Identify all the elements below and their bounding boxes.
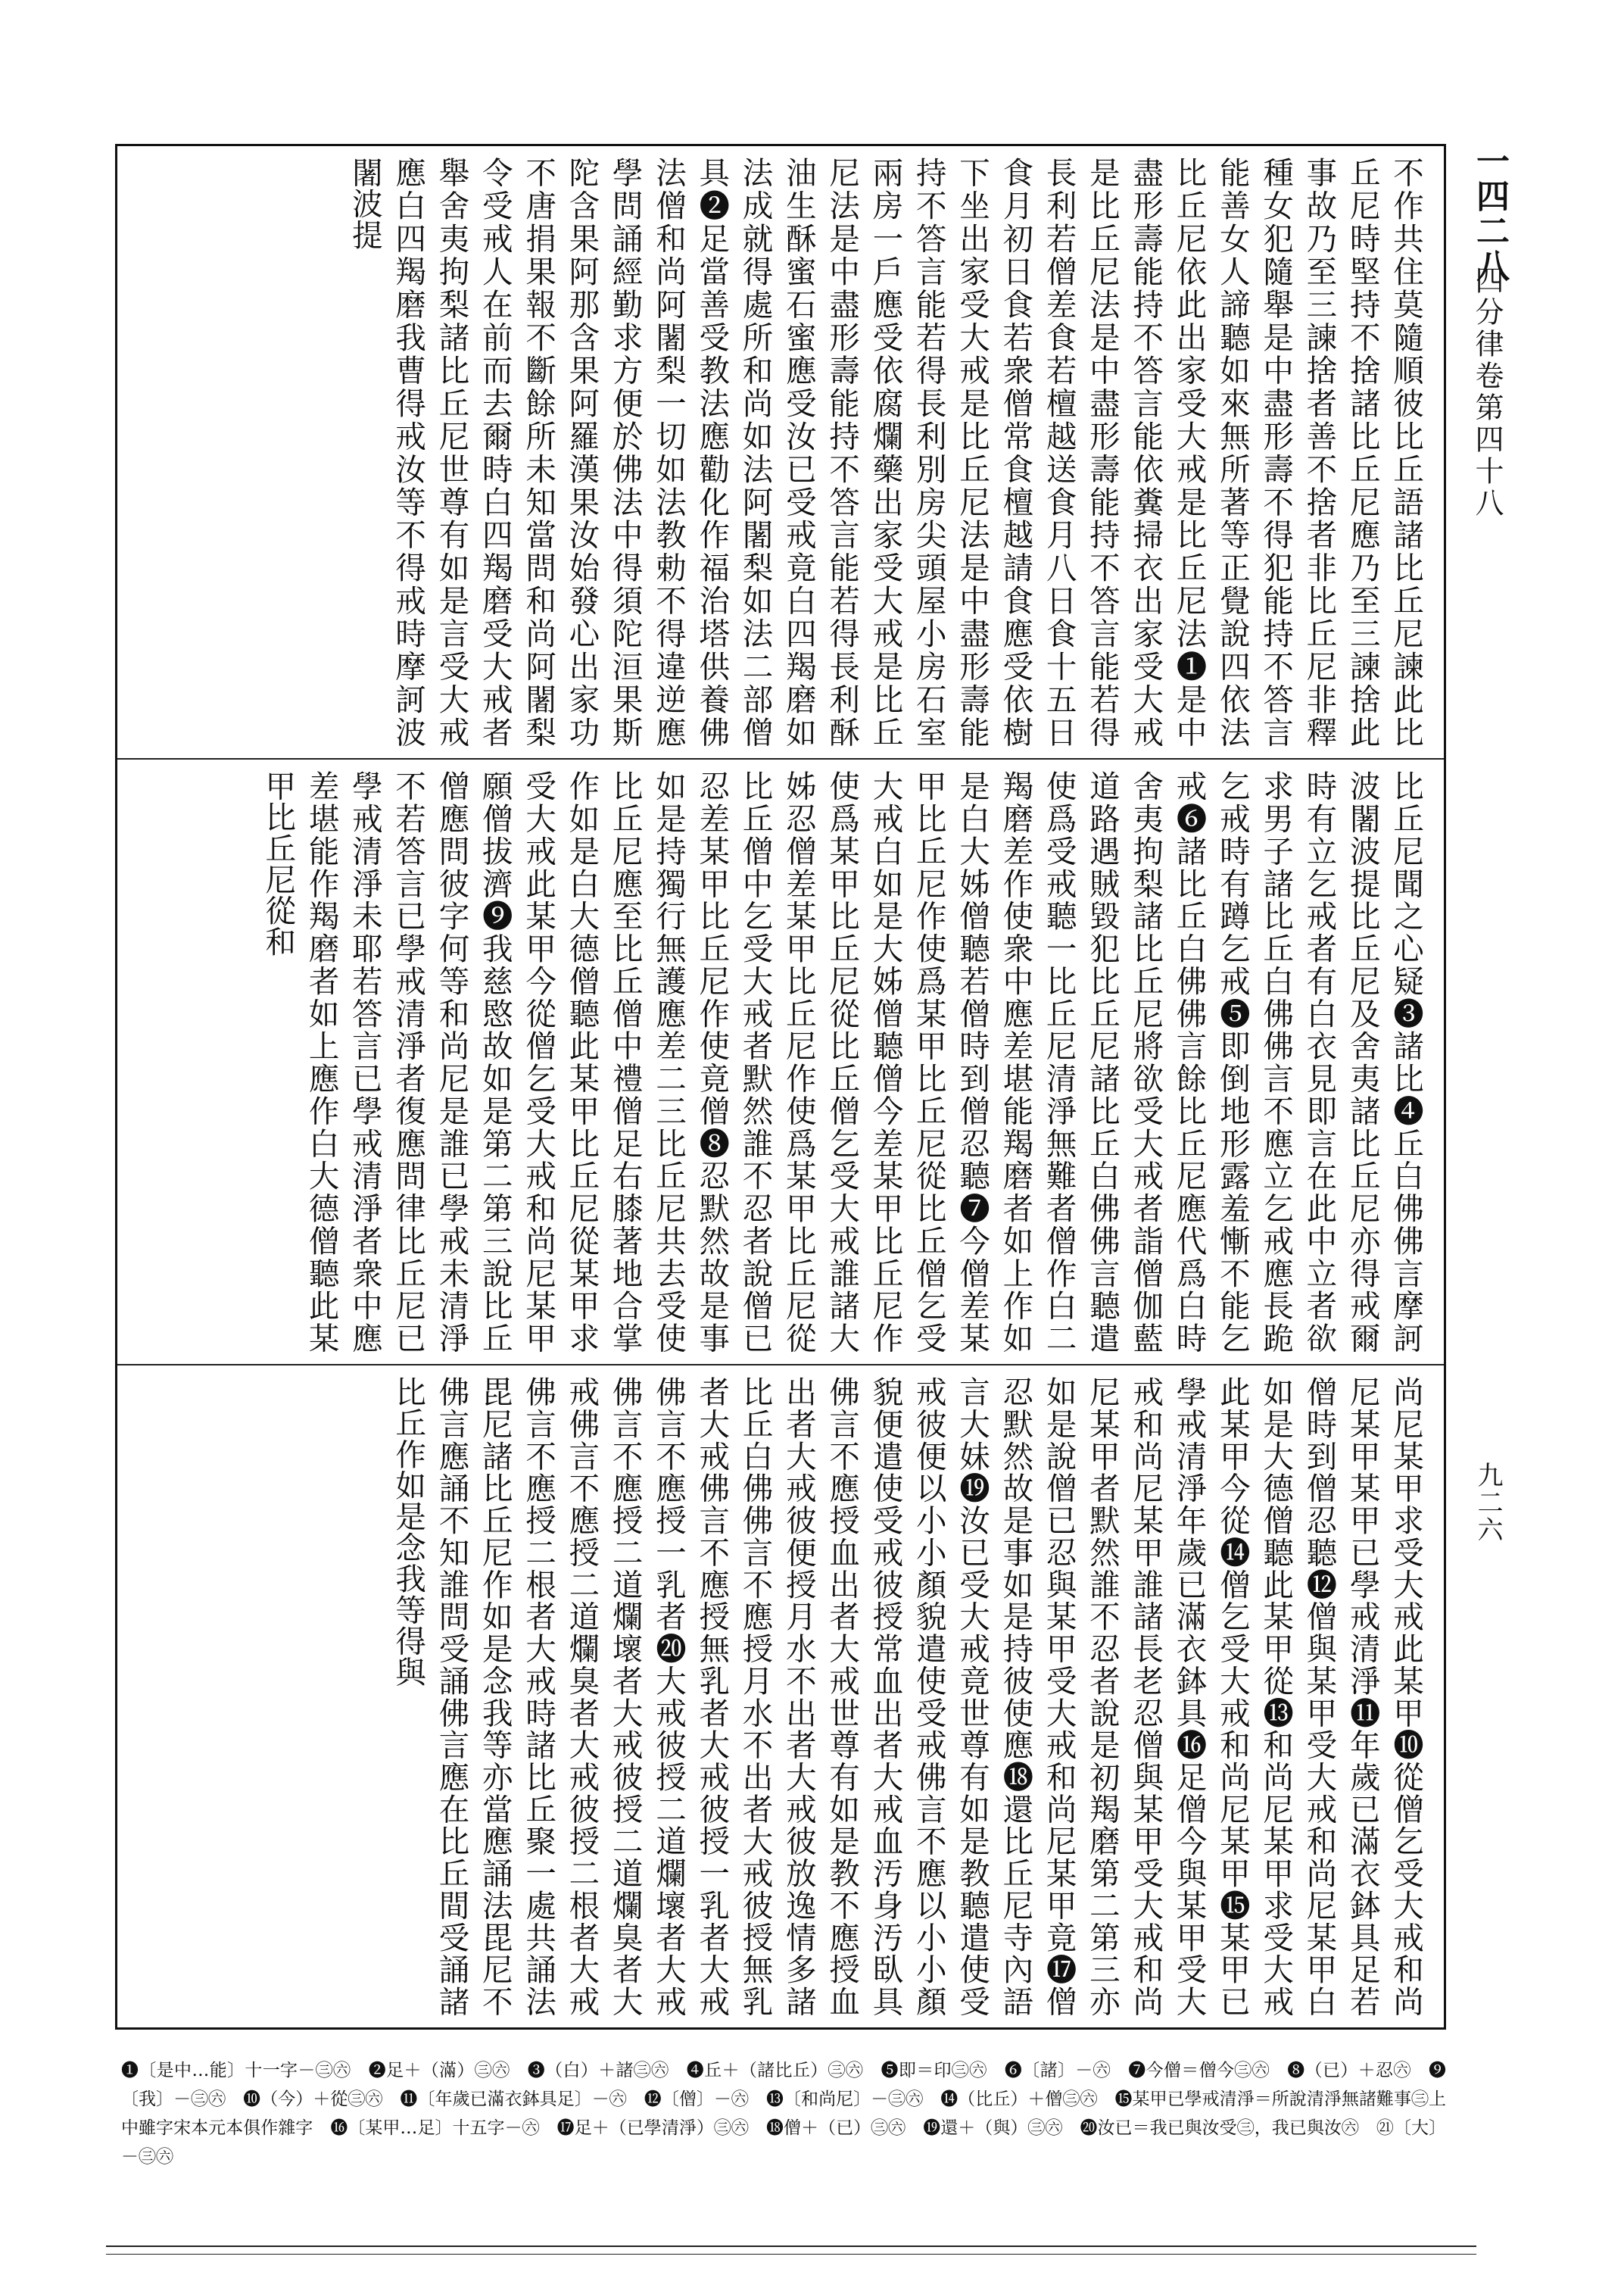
register-text-lower: 尚尼某甲求受大戒此某甲❿從僧乞受大戒和尚尼某甲某甲已學戒清淨⓫年歲已滿衣鉢具足若僧時到僧忍聽⓬僧與某甲受大戒和尚尼某甲白如是大德僧聽此某甲從⓭和尚尼某甲求受大戒此某甲今從⓮僧乞受大戒和尚尼某甲⓯某甲已學戒清淨年歲已滿衣鉢具⓰足僧今與某甲受大戒和尚尼某甲誰諸長老忍僧與某甲受大戒和尚尼某甲者默然誰不忍者說是初羯磨第二第三亦如是說僧已忍與某甲受大戒和尚尼某甲竟⓱僧忍默然故是事如是持彼使應⓲還比丘尼寺內語言大妹⓳汝已受大戒竟世尊有如是教聽遣使受戒彼便以小小顏貌遣使受戒佛言不應以小小顏貌便遣使受戒彼授常血出者大戒血汚身汚臥具佛言不應授血出者大戒世尊有如是教不應授血出者大戒彼便授月水不出者大戒彼放逸情多諸比丘白佛佛言不應授月水不出者大戒彼授無乳者大戒佛言不應授無乳者大戒彼授一乳者大戒佛言不應授一乳者⓴大戒彼授二道爛壞者大戒佛言不應授二道爛壞者大戒彼授二道爛臭者大戒佛言不應授二道爛臭者大戒彼授二根者大戒佛言不應授二根者大戒時諸比丘聚一處共誦法毘尼諸比丘尼作如是念我等亦當應誦法毘尼不佛言應誦不知誰問受誦佛言應在比丘間受誦諸比丘作如是念我等得與 (390, 1376, 1424, 2017)
page-header (1457, 144, 1518, 2030)
folio-number: 一四二八 (1470, 144, 1509, 283)
text-register-lower (117, 1365, 1444, 2027)
page-number: 九二六 (1473, 1462, 1503, 1543)
volume-title: 四分律卷第四十八 (1470, 265, 1504, 520)
bottom-rule-thin (106, 2254, 1476, 2255)
text-frame (115, 144, 1446, 2030)
footnotes: ❶〔是中…能〕十一字－㊂㊅ ❷足＋（滿）㊂㊅ ❸（白）＋諸㊂㊅ ❹丘＋（諸比丘）㊂㊅ ❺即＝印㊂㊅ ❻〔諸〕－㊅ ❼今僧＝僧今㊂㊅ ❽（已）＋忍㊅ ❾〔我〕－㊂㊅ ❿（今）＋從㊂㊅ ⓫〔年歲已滿衣鉢具足〕－㊅ ⓬〔僧〕－㊅ ⓭〔和尚尼〕－㊂㊅ ⓮（比丘）＋僧㊂㊅ ⓯某甲已學戒清淨＝所說清淨無諸難事㊂上中雖字宋本元本俱作雜字 ⓰〔某甲…足〕十五字－㊅ ⓱足＋（已學清淨）㊂㊅ ⓲僧＋（已）㊂㊅ ⓳還＋（與）㊂㊅ ⓴汝已＝我已與汝受㊂，我已與汝㊅ ㉑〔大〕－㊂㊅ (121, 2061, 1446, 2167)
register-text-middle: 比丘尼聞之心疑❸諸比❹丘白佛佛言摩訶波闍波提比丘尼及舍夷諸比丘尼亦得戒爾時有立乞戒者有白衣見即言在此中立者欲求男子諸比丘白佛佛言不應立乞戒應長跪乞戒時有蹲乞戒❺即倒地形露羞慚不能乞戒❻諸比丘白佛佛言餘比丘尼應代爲白時舍夷拘梨諸比丘尼將欲受大戒者詣僧伽藍道路遇賊毀犯比丘尼諸比丘白佛佛言聽遣使爲受戒聽一比丘尼清淨無難者僧作白二羯磨差作使衆中應差堪能羯磨者如上作如是白大姊僧聽若僧時到僧忍聽❼今僧差某甲比丘尼作使爲某甲比丘尼從比丘僧乞受大戒白如是大姊僧聽僧今差某甲比丘尼作使爲某甲比丘尼從比丘僧乞受大戒誰諸大姊忍僧差某甲比丘尼作使爲某甲比丘尼從比丘僧中乞受大戒者默然誰不忍者說僧已忍差某甲比丘尼作使竟僧❽忍默然故是事如是持獨行無護應差二三比丘尼共去受使比丘尼應至比丘僧中禮僧足右膝著地合掌作如是白大德僧聽此某甲比丘尼從某甲求受大戒此某甲今從僧乞受大戒和尚尼某甲願僧拔濟❾我慈愍故如是第二第三說比丘僧應問彼字何等和尚尼是誰已學戒未清淨不若答言已學戒清淨者復應問律比丘尼已學戒清淨未耶若答言已學戒清淨者衆中應差堪能作羯磨者如上應作白大德僧聽此某甲比丘尼從和 (260, 770, 1424, 1353)
text-register-upper (117, 146, 1444, 760)
bottom-rule (106, 2245, 1476, 2247)
text-register-middle (117, 760, 1444, 1365)
register-text-upper: 不作共住莫隨順彼比丘語諸比丘尼諫此比丘尼時堅持不捨諸比丘尼應乃至三諫捨此事故乃至三諫捨者善不捨者非比丘尼非釋種女犯隨舉是中盡形壽不得犯能持不答言能善女人諦聽如來無所著等正覺說四依法比丘尼依此出家受大戒是比丘尼法❶是中盡形壽能持不答言能依糞掃衣出家受大戒是比丘尼法是中盡形壽能持不答言能若得長利若僧差食若檀越送食月八日食十五日食月初日食若衆僧常食檀越請食應受依樹下坐出家受大戒是比丘尼法是中盡形壽能持不答言能若得長利別房尖頭屋小房石室兩房一戶應受依腐爛藥出家受大戒是比丘尼法是中盡形壽能持不答言能若得長利酥油生酥蜜石蜜應受汝已受戒竟白四羯磨如法成就得處所和尚如法阿闍梨如法二部僧具❷足當善受教法應勸化作福治塔供養佛法僧和尚阿闍梨一切如法教勅不得違逆應學問誦經勤求方便於佛法中得須陀洹果斯陀含果阿那含果阿羅漢果汝始發心出家功不唐捐果報不斷餘所未知當問和尚阿闍梨令受戒人在前而去爾時白四羯磨受大戒者舉舍夷拘梨諸比丘尼世尊有如是言受大戒應白四羯磨我曹得戒汝等不得戒時摩訶波闍波提 (346, 157, 1424, 747)
